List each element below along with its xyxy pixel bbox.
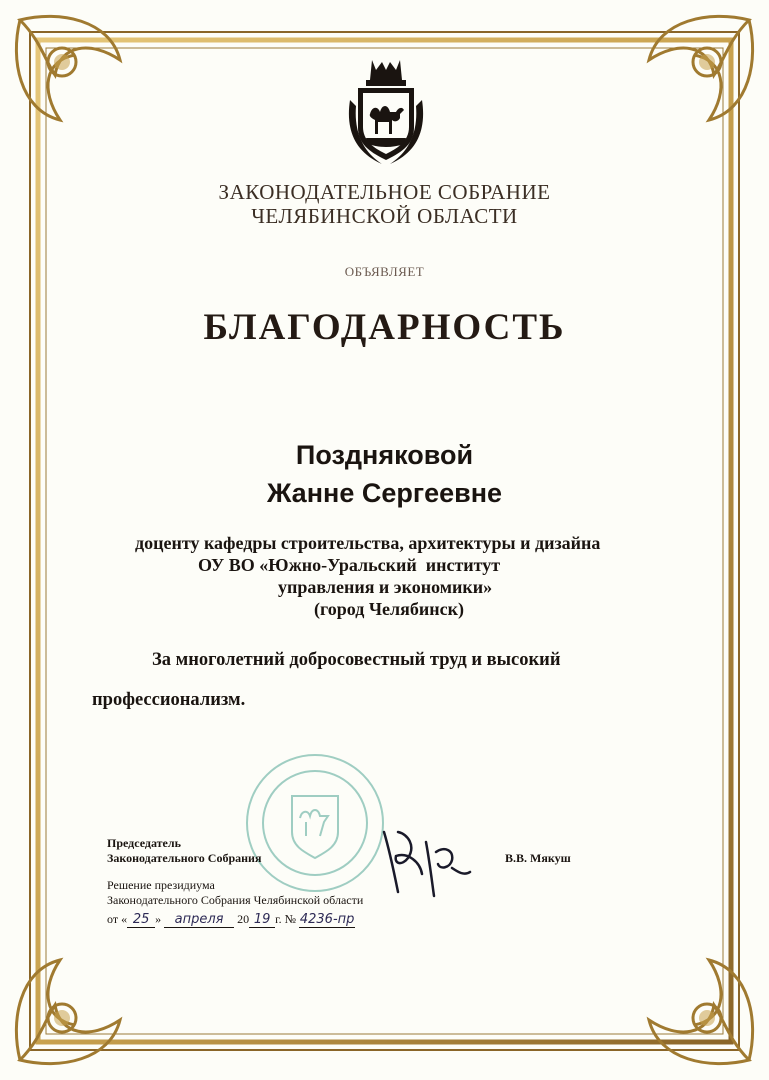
recipient-name: [0, 436, 769, 512]
decision-month: апреля: [164, 912, 234, 928]
decision-date-line: [107, 912, 407, 932]
organization-name: [0, 180, 769, 228]
signatory-role-line-2: Законодательного Собрания: [107, 851, 262, 865]
official-stamp-icon: [240, 748, 390, 898]
decision-year-label: г. №: [275, 912, 297, 926]
decision-number: 4236-пр: [299, 912, 355, 927]
chelyabinsk-coat-of-arms-icon: [342, 56, 430, 168]
handwritten-signature-icon: [378, 812, 474, 904]
organization-line-1: ЗАКОНОДАТЕЛЬНОЕ СОБРАНИЕ: [218, 180, 551, 204]
document-title: БЛАГОДАРНОСТЬ: [203, 307, 566, 348]
reason-line-1: За многолетний добросовестный труд и высокий: [152, 650, 561, 670]
decision-quote-close: »: [155, 912, 162, 926]
recipient-position-line-2: ОУ ВО «Южно-Уральский институт: [198, 555, 501, 575]
recipient-position-line-4: (город Челябинск): [314, 599, 464, 619]
decision-from-prefix: от «: [107, 912, 128, 926]
announces-label: ОБЪЯВЛЯЕТ: [344, 264, 425, 279]
decision-line-2: Законодательного Собрания Челябинской области: [107, 893, 364, 907]
recipient-position-line-1: доценту кафедры строительства, архитектуры и дизайна: [135, 533, 601, 553]
recipient-given-names: Жанне Сергеевне: [266, 478, 503, 508]
organization-line-2: ЧЕЛЯБИНСКОЙ ОБЛАСТИ: [251, 204, 518, 228]
reason-line-2: профессионализм.: [92, 690, 246, 710]
signatory-role-line-1: Председатель: [107, 836, 181, 850]
recipient-position-line-3: управления и экономики»: [278, 577, 493, 597]
signatory-name: В.В. Мякуш: [505, 851, 571, 865]
decision-year-prefix: 20: [237, 912, 250, 926]
decision-line-1: Решение президиума: [107, 878, 215, 892]
decision-year-suffix: 19: [249, 912, 275, 928]
recipient-surname: Поздняковой: [295, 440, 474, 470]
decision-day: 25: [127, 912, 155, 928]
